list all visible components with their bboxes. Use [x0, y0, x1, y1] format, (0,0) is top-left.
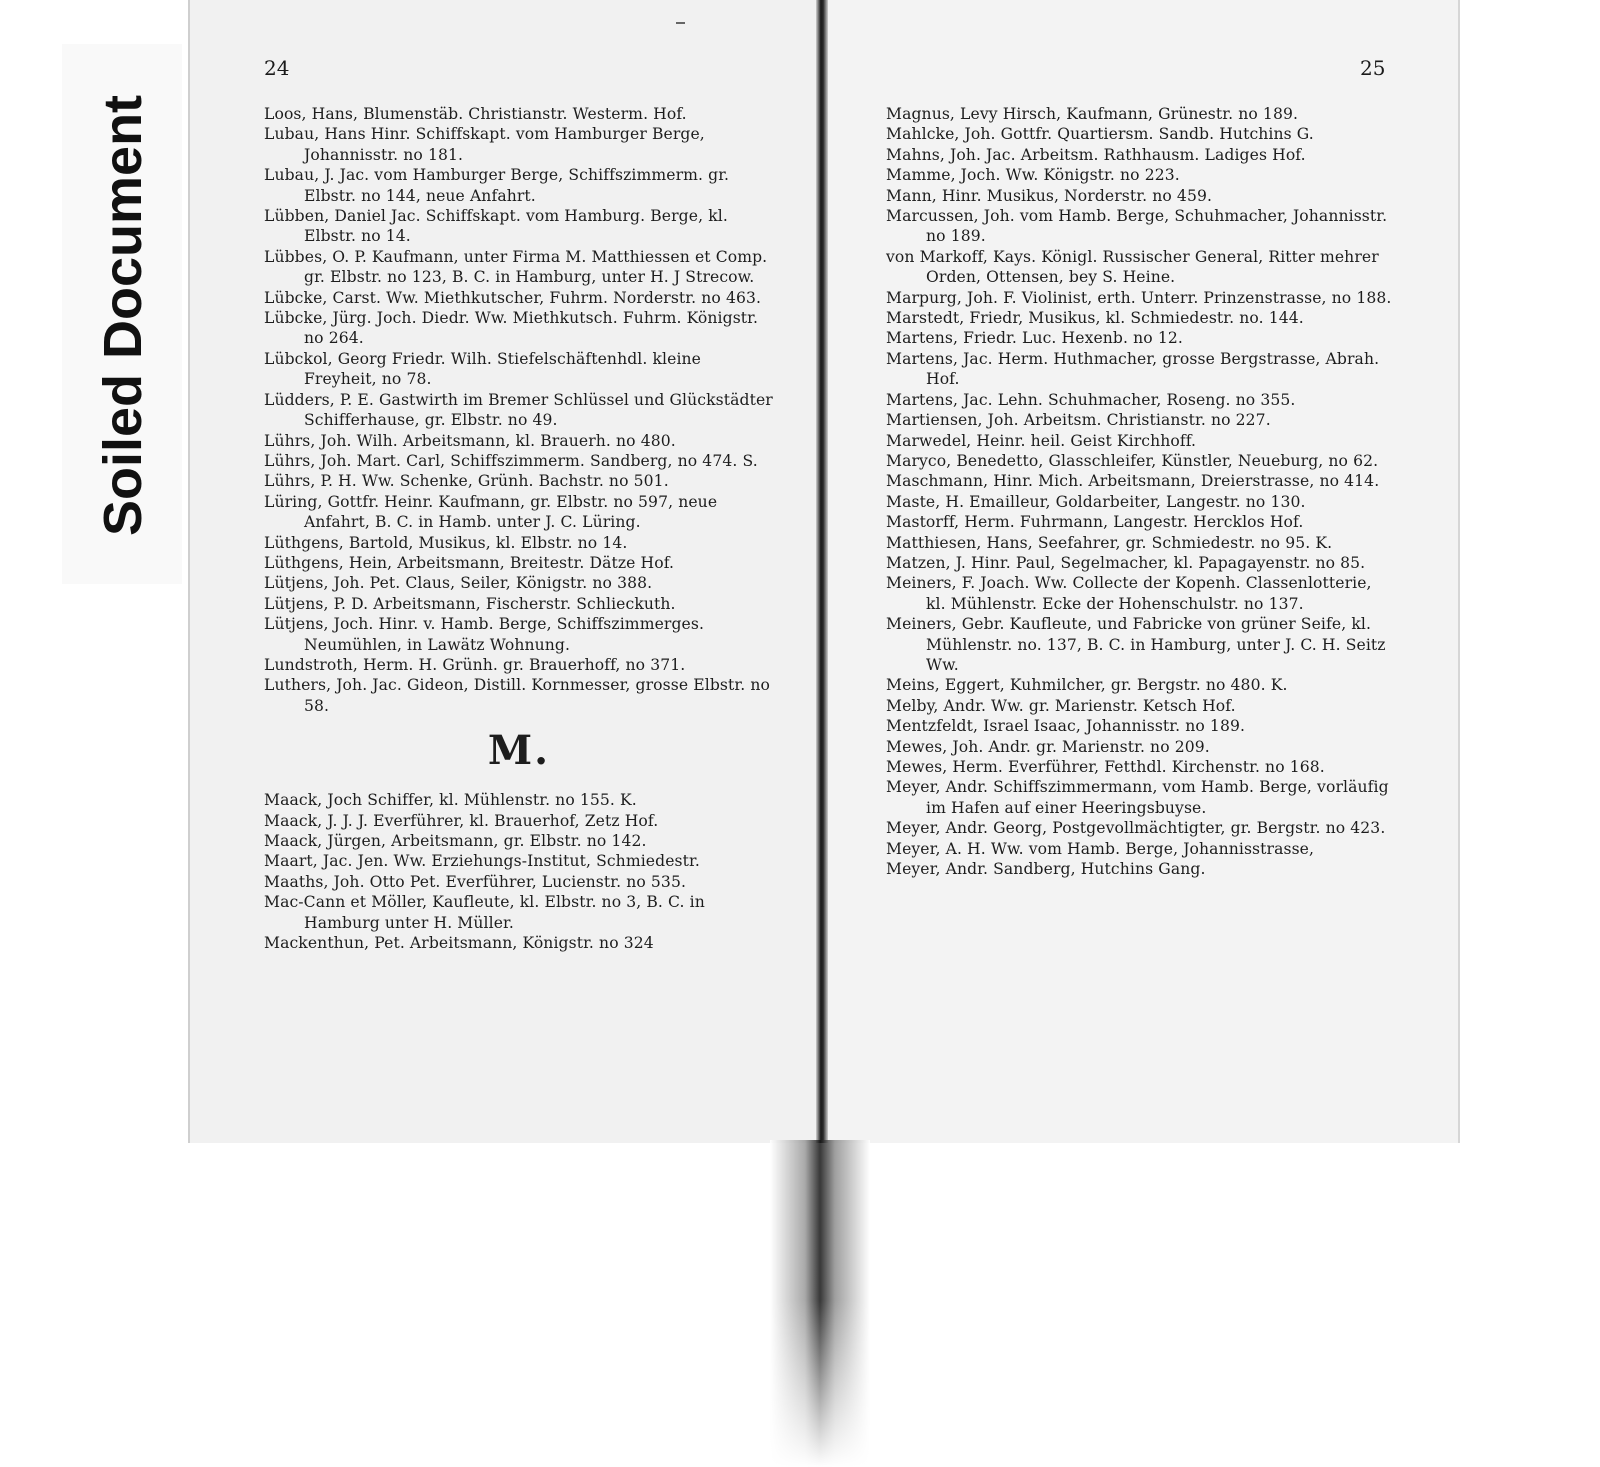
directory-entry: Lütjens, P. D. Arbeitsmann, Fischerstr. Schlieckuth.: [264, 594, 676, 613]
directory-entry: Maart, Jac. Jen. Ww. Erziehungs-Institut, Schmiedestr.: [264, 852, 700, 871]
directory-entry: Maack, Joch Schiffer, kl. Mühlenstr. no 155. K.: [264, 791, 637, 810]
directory-entry: Lübcke, Jürg. Joch. Diedr. Ww. Miethkutsch. Fuhrm. Königstr. no 264.: [264, 309, 759, 348]
directory-entry: Maaths, Joh. Otto Pet. Everführer, Lucienstr. no 535.: [264, 872, 687, 891]
directory-entry: Luthers, Joh. Jac. Gideon, Distill. Kornmesser, grosse Elbstr. no 58.: [264, 676, 770, 715]
directory-entry: Maste, H. Emailleur, Goldarbeiter, Langestr. no 130.: [886, 492, 1306, 511]
directory-entry: Mahlcke, Joh. Gottfr. Quartiersm. Sandb. Hutchins G.: [886, 125, 1314, 144]
directory-entry: Mann, Hinr. Musikus, Norderstr. no 459.: [886, 186, 1213, 205]
directory-entry: Lührs, Joh. Wilh. Arbeitsmann, kl. Brauerh. no 480.: [264, 431, 676, 450]
directory-entry: Martiensen, Joh. Arbeitsm. Christianstr. no 227.: [886, 411, 1271, 430]
directory-entry: Martens, Friedr. Luc. Hexenb. no 12.: [886, 329, 1183, 348]
directory-entry: Lüthgens, Bartold, Musikus, kl. Elbstr. no 14.: [264, 533, 628, 552]
directory-entry: Meiners, Gebr. Kaufleute, und Fabricke von grüner Seife, kl. Mühlenstr. no. 137, B. C. in Hamburg, unter J. C. H. Seitz Ww.: [886, 615, 1386, 674]
directory-entry: Martens, Jac. Lehn. Schuhmacher, Roseng. no 355.: [886, 390, 1296, 409]
directory-entry: Marcussen, Joh. vom Hamb. Berge, Schuhmacher, Johannisstr. no 189.: [886, 207, 1388, 246]
right-page-column: [886, 104, 1396, 879]
directory-entry: Mastorff, Herm. Fuhrmann, Langestr. Hercklos Hof.: [886, 513, 1304, 532]
directory-entry: Lübbes, O. P. Kaufmann, unter Firma M. Matthiessen et Comp. gr. Elbstr. no 123, B. C. in Hamburg, unter H. J Strecow.: [264, 247, 768, 287]
book-gutter: [816, 0, 828, 1143]
section-letter: M.: [487, 727, 551, 775]
directory-entry: Matthiesen, Hans, Seefahrer, gr. Schmiedestr. no 95. K.: [886, 533, 1333, 552]
directory-entry: Lübckol, Georg Friedr. Wilh. Stiefelschäftenhdl. kleine Freyheit, no 78.: [264, 349, 702, 389]
left-entries-after: [264, 790, 774, 953]
spine-shadow-fade: [760, 1300, 880, 1467]
directory-entry: Lubau, J. Jac. vom Hamburger Berge, Schiffszimmerm. gr. Elbstr. no 144, neue Anfahrt.: [264, 166, 730, 205]
directory-entry: Marstedt, Friedr, Musikus, kl. Schmiedestr. no. 144.: [886, 309, 1304, 328]
directory-entry: Lüdders, P. E. Gastwirth im Bremer Schlüssel und Glückstädter Schifferhause, gr. Elbstr. no 49.: [264, 390, 773, 430]
directory-entry: Lütjens, Joch. Hinr. v. Hamb. Berge, Schiffszimmerges. Neumühlen, in Lawätz Wohnung.: [264, 615, 705, 654]
directory-entry: Maack, Jürgen, Arbeitsmann, gr. Elbstr. no 142.: [264, 832, 647, 850]
directory-entry: Lüthgens, Hein, Arbeitsmann, Breitestr. Dätze Hof.: [264, 553, 675, 572]
directory-entry: Meyer, Andr. Sandberg, Hutchins Gang.: [886, 860, 1206, 879]
directory-entry: Meyer, Andr. Georg, Postgevollmächtigter, gr. Bergstr. no 423.: [886, 819, 1386, 838]
directory-entry: von Markoff, Kays. Königl. Russischer General, Ritter mehrer Orden, Ottensen, bey S. Heine.: [886, 247, 1379, 287]
directory-entry: Meyer, A. H. Ww. vom Hamb. Berge, Johannisstrasse,: [886, 839, 1315, 858]
directory-entry: Lübben, Daniel Jac. Schiffskapt. vom Hamburg. Berge, kl. Elbstr. no 14.: [264, 207, 728, 246]
directory-entry: Martens, Jac. Herm. Huthmacher, grosse Bergstrasse, Abrah. Hof.: [886, 349, 1380, 389]
directory-entry: Mentzfeldt, Israel Isaac, Johannisstr. no 189.: [886, 717, 1246, 736]
left-page-column: [264, 104, 774, 953]
directory-entry: Marpurg, Joh. F. Violinist, erth. Unterr. Prinzenstrasse, no 188.: [886, 288, 1392, 307]
directory-entry: Meins, Eggert, Kuhmilcher, gr. Bergstr. no 480. K.: [886, 676, 1288, 695]
directory-entry: Meiners, F. Joach. Ww. Collecte der Kopenh. Classenlotterie, kl. Mühlenstr. Ecke der Hohenschulstr. no 137.: [886, 574, 1372, 613]
directory-entry: Lüring, Gottfr. Heinr. Kaufmann, gr. Elbstr. no 597, neue Anfahrt, B. C. in Hamb. unter J. C. Lüring.: [264, 492, 718, 532]
directory-entry: Loos, Hans, Blumenstäb. Christianstr. Westerm. Hof.: [264, 105, 687, 123]
directory-entry: Matzen, J. Hinr. Paul, Segelmacher, kl. Papagayenstr. no 85.: [886, 553, 1366, 572]
directory-entry: Mewes, Joh. Andr. gr. Marienstr. no 209.: [886, 737, 1210, 756]
directory-entry: Magnus, Levy Hirsch, Kaufmann, Grünestr. no 189.: [886, 105, 1299, 123]
directory-entry: Maack, J. J. J. Everführer, kl. Brauerhof, Zetz Hof.: [264, 811, 659, 830]
directory-entry: Marwedel, Heinr. heil. Geist Kirchhoff.: [886, 431, 1197, 450]
directory-entry: Meyer, Andr. Schiffszimmermann, vom Hamb. Berge, vorläufig im Hafen auf einer Heeringsbuyse.: [886, 778, 1389, 817]
directory-entry: Lührs, Joh. Mart. Carl, Schiffszimmerm. Sandberg, no 474. S.: [264, 451, 758, 470]
directory-entry: Lübcke, Carst. Ww. Miethkutscher, Fuhrm. Norderstr. no 463.: [264, 288, 762, 307]
left-page-number: 24: [264, 56, 290, 80]
right-page-number: 25: [1360, 56, 1386, 80]
directory-entry: Maryco, Benedetto, Glasschleifer, Künstler, Neueburg, no 62.: [886, 451, 1379, 470]
directory-entry: Mackenthun, Pet. Arbeitsmann, Königstr. no 324: [264, 934, 654, 953]
print-mark: [676, 22, 685, 24]
directory-entry: Mahns, Joh. Jac. Arbeitsm. Rathhausm. Ladiges Hof.: [886, 145, 1306, 164]
directory-entry: Maschmann, Hinr. Mich. Arbeitsmann, Dreierstrasse, no 414.: [886, 472, 1380, 491]
left-entries-before: [264, 104, 774, 716]
directory-entry: Mac-Cann et Möller, Kaufleute, kl. Elbstr. no 3, B. C. in Hamburg unter H. Müller.: [264, 893, 705, 932]
directory-entry: Lundstroth, Herm. H. Grünh. gr. Brauerhoff, no 371.: [264, 655, 686, 674]
soiled-document-label: Soiled Document: [93, 94, 153, 536]
directory-entry: Mamme, Joch. Ww. Königstr. no 223.: [886, 166, 1180, 185]
directory-entry: Mewes, Herm. Everführer, Fetthdl. Kirchenstr. no 168.: [886, 758, 1325, 776]
right-entries: [886, 104, 1396, 879]
directory-entry: Lührs, P. H. Ww. Schenke, Grünh. Bachstr. no 501.: [264, 472, 669, 491]
directory-entry: Lütjens, Joh. Pet. Claus, Seiler, Königstr. no 388.: [264, 574, 653, 593]
directory-entry: Melby, Andr. Ww. gr. Marienstr. Ketsch Hof.: [886, 696, 1236, 715]
directory-entry: Lubau, Hans Hinr. Schiffskapt. vom Hamburger Berge, Johannisstr. no 181.: [264, 125, 705, 164]
